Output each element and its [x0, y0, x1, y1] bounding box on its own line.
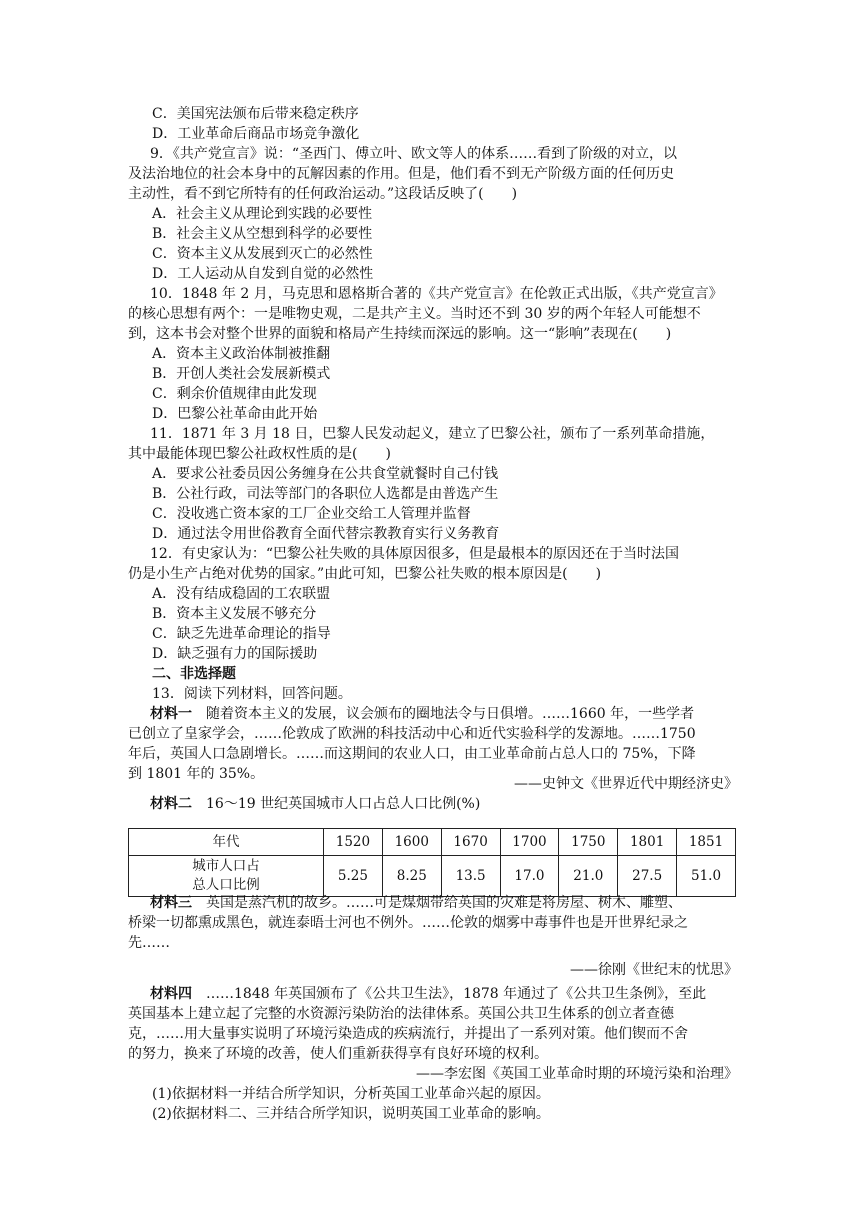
- table-value: 13.5: [441, 856, 500, 897]
- table-row-label-line-1: 城市人口占: [192, 858, 260, 874]
- material-1-line-2: 已创立了皇家学会，……伦敦成了欧洲的科技活动中心和近代实验科学的发源地。……1750: [128, 726, 696, 742]
- q13-intro: 13．阅读下列材料，回答问题。: [152, 686, 352, 702]
- table-row-label-line-2: 总人口比例: [192, 877, 260, 893]
- q11-stem-line-1: 11．1871 年 3 月 18 日，巴黎人民发动起义，建立了巴黎公社，颁布了一系列革命措施，: [150, 426, 715, 442]
- q9-stem-line-1: 9．《共产党宣言》说：“圣西门、傅立叶、欧文等人的体系……看到了阶级的对立，以: [150, 146, 678, 162]
- material-1-line-4: 到 1801 年的 35%。: [128, 766, 265, 782]
- material-3-label: 材料三: [150, 895, 192, 911]
- table-year: 1801: [618, 829, 677, 856]
- q10-option-c: C．剩余价值规律由此发现: [152, 386, 317, 402]
- q12-stem-line-2: 仍是小生产占绝对优势的国家。”由此可知，巴黎公社失败的根本原因是( ): [128, 566, 602, 582]
- q12-stem-line-1: 12．有史家认为：“巴黎公社失败的具体原因很多，但是最根本的原因还在于当时法国: [150, 546, 679, 562]
- q10-option-a: A．资本主义政治体制被推翻: [152, 346, 331, 362]
- material-4-line-1: [150, 984, 760, 1004]
- material-3-line-2: 桥梁一切都熏成黑色，就连泰晤士河也不例外。……伦敦的烟雾中毒事件也是开世界纪录之: [128, 915, 688, 931]
- material-1-line-3: 年后，英国人口急剧增长。……而这期间的农业人口，由工业革命前占总人口的 75%，下降: [128, 746, 696, 762]
- material-3-text-1: 英国是蒸汽机的故乡。……可是煤烟带给英国的灾难是将房屋、树木、雕塑、: [192, 895, 682, 911]
- table-year: 1670: [441, 829, 500, 856]
- q8-option-d: D．工业革命后商品市场竞争激化: [152, 126, 360, 142]
- sub-question-2: (2)依据材料二、三并结合所学知识，说明英国工业革命的影响。: [152, 1106, 550, 1122]
- material-3-source: ——徐刚《世纪末的忧思》: [570, 962, 738, 978]
- q10-stem-line-2: 的核心思想有两个：一是唯物史观，二是共产主义。当时还不到 30 岁的两个年轻人可能想不: [128, 306, 701, 322]
- material-4-line-3: 克，……用大量事实说明了环境污染造成的疾病流行，并提出了一系列对策。他们锲而不舍: [128, 1026, 688, 1042]
- q10-stem-line-3: 到，这本书会对整个世界的面貌和格局产生持续而深远的影响。这一“影响”表现在( ): [128, 326, 672, 342]
- table-year: 1700: [500, 829, 559, 856]
- q9-option-c: C．资本主义从发展到灭亡的必然性: [152, 246, 373, 262]
- material-3-line-3: 先……: [128, 935, 170, 951]
- q9-stem-line-2: 及法治地位的社会本身中的瓦解因素的作用。但是，他们看不到无产阶级方面的任何历史: [128, 166, 674, 182]
- q10-stem-line-1: 10．1848 年 2 月，马克思和恩格斯合著的《共产党宣言》在伦敦正式出版，《共产党宣言》: [150, 286, 723, 302]
- q9-stem-line-3: 主动性，看不到它所特有的任何政治运动。”这段话反映了( ): [128, 186, 518, 202]
- table-row: [129, 856, 736, 897]
- material-4-source: ——李宏图《英国工业革命时期的环境污染和治理》: [416, 1066, 738, 1082]
- q11-option-b: B．公社行政，司法等部门的各职位人选都是由普选产生: [152, 486, 499, 502]
- table-value: 17.0: [500, 856, 559, 897]
- material-4-label: 材料四: [150, 986, 192, 1002]
- table-value: 51.0: [677, 856, 736, 897]
- q12-option-a: A．没有结成稳固的工农联盟: [152, 586, 331, 602]
- q9-option-d: D．工人运动从自发到自觉的必然性: [152, 266, 374, 282]
- q12-option-d: D．缺乏强有力的国际援助: [152, 646, 318, 662]
- table-year: 1851: [677, 829, 736, 856]
- table-year: 1600: [382, 829, 441, 856]
- material-4-text-1: ……1848 年英国颁布了《公共卫生法》，1878 年通过了《公共卫生条例》，至此: [192, 986, 707, 1002]
- q9-option-a: A．社会主义从理论到实践的必要性: [152, 206, 373, 222]
- q12-option-b: B．资本主义发展不够充分: [152, 606, 317, 622]
- material-1-line-1: [150, 704, 760, 724]
- material-1-text-1: 随着资本主义的发展，议会颁布的圈地法令与日俱增。……1660 年，一些学者: [192, 706, 695, 722]
- sub-question-1: (1)依据材料一并结合所学知识，分析英国工业革命兴起的原因。: [152, 1086, 550, 1102]
- q8-option-c: C．美国宪法颁布后带来稳定秩序: [152, 106, 359, 122]
- material-3-line-1: [150, 893, 760, 913]
- material-2-title: [150, 794, 760, 814]
- material-4-line-4: 的努力，换来了环境的改善，使人们重新获得享有良好环境的权利。: [128, 1046, 548, 1062]
- q9-option-b: B．社会主义从空想到科学的必要性: [152, 226, 373, 242]
- table-year: 1750: [559, 829, 618, 856]
- q11-option-d: D．通过法令用世俗教育全面代替宗教教育实行义务教育: [152, 526, 500, 542]
- material-2-caption: 16～19 世纪英国城市人口占总人口比例(%): [192, 796, 481, 812]
- table-row: [129, 829, 736, 856]
- table-value: 5.25: [324, 856, 383, 897]
- q11-option-c: C．没收逃亡资本家的工厂企业交给工人管理并监督: [152, 506, 471, 522]
- table-value: 21.0: [559, 856, 618, 897]
- material-1-source: ——史钟文《世界近代中期经济史》: [514, 776, 738, 792]
- population-table: [128, 828, 736, 897]
- table-row-label: [129, 856, 324, 897]
- q10-option-b: B．开创人类社会发展新模式: [152, 366, 331, 382]
- material-4-line-2: 英国基本上建立起了完整的水资源污染防治的法律体系。英国公共卫生体系的创立者查德: [128, 1006, 674, 1022]
- table-value: 27.5: [618, 856, 677, 897]
- table-header-label: 年代: [129, 829, 324, 856]
- material-2-label: 材料二: [150, 796, 192, 812]
- table-value: 8.25: [382, 856, 441, 897]
- q10-option-d: D．巴黎公社革命由此开始: [152, 406, 318, 422]
- q12-option-c: C．缺乏先进革命理论的指导: [152, 626, 331, 642]
- q11-stem-line-2: 其中最能体现巴黎公社政权性质的是( ): [128, 446, 391, 462]
- table-year: 1520: [324, 829, 383, 856]
- q11-option-a: A．要求公社委员因公务缠身在公共食堂就餐时自己付钱: [152, 466, 499, 482]
- section-heading: 二、非选择题: [152, 666, 236, 682]
- material-1-label: 材料一: [150, 706, 192, 722]
